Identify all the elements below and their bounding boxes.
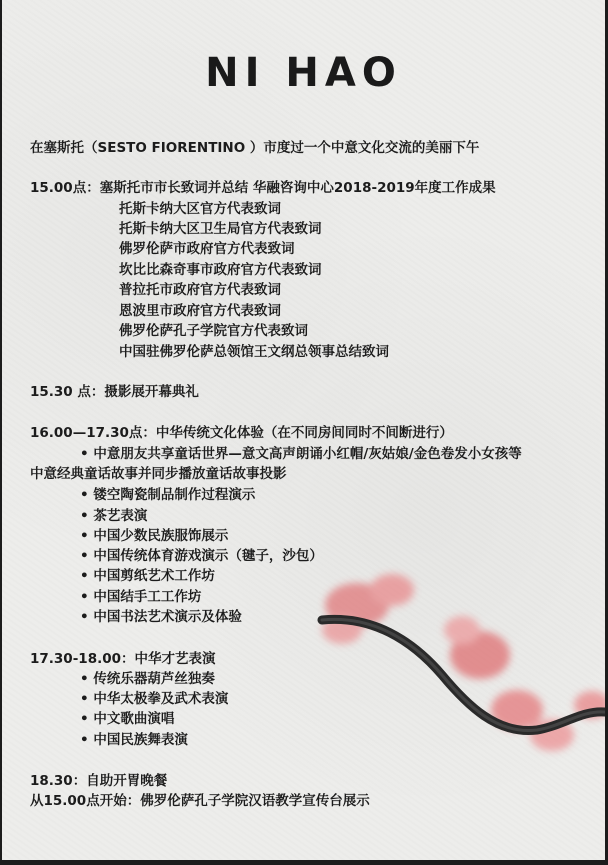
speech-item: 普拉托市政府官方代表致词 (119, 282, 281, 298)
speech-item: 中国驻佛罗伦萨总领馆王文纲总领事总结致词 (119, 344, 389, 360)
speech-item: 佛罗伦萨市政府官方代表致词 (119, 241, 295, 257)
subtitle: 在塞斯托（SESTO FIORENTINO ）市度过一个中意文化交流的美丽下午 (30, 140, 480, 156)
activity-item: • 中国书法艺术演示及体验 (80, 609, 242, 625)
activity-item: • 镂空陶瓷制品制作过程演示 (80, 487, 256, 503)
activity-item: • 中意朋友共享童话世界—意文高声朗诵小红帽/灰姑娘/金色卷发小女孩等 (80, 446, 522, 462)
activity-item: • 中国剪纸艺术工作坊 (80, 568, 215, 584)
dinner-line: 18.30：自助开胃晚餐 (30, 773, 168, 789)
speech-item: 恩波里市政府官方代表致词 (119, 303, 281, 319)
activity-item: • 中国结手工工作坊 (80, 589, 202, 605)
performance-item: • 中国民族舞表演 (80, 732, 188, 748)
exhibition-line: 从15.00点开始：佛罗伦萨孔子学院汉语教学宣传台展示 (30, 793, 370, 809)
page-title: NI HAO (205, 50, 402, 96)
schedule-16-00-heading: 16.00—17.30点：中华传统文化体验（在不同房间同时不间断进行） (30, 425, 453, 441)
performance-item: • 中文歌曲演唱 (80, 711, 175, 727)
activity-item: • 中国少数民族服饰展示 (80, 528, 229, 544)
flyer-page (2, 0, 605, 860)
speech-item: 佛罗伦萨孔子学院官方代表致词 (119, 323, 308, 339)
schedule-17-30-heading: 17.30-18.00：中华才艺表演 (30, 651, 216, 667)
activity-item: • 中国传统体育游戏演示（毽子，沙包） (80, 548, 323, 564)
speech-item: 坎比比森奇事市政府官方代表致词 (119, 262, 322, 278)
performance-item: • 传统乐器葫芦丝独奏 (80, 671, 215, 687)
speech-item: 托斯卡纳大区卫生局官方代表致词 (119, 221, 322, 237)
activity-item-continued: 中意经典童话故事并同步播放童话故事投影 (30, 466, 287, 482)
schedule-15-00-heading: 15.00点：塞斯托市市长致词并总结 华融咨询中心2018-2019年度工作成果 (30, 180, 496, 196)
schedule-15-30-heading: 15.30 点：摄影展开幕典礼 (30, 384, 199, 400)
activity-item: • 茶艺表演 (80, 508, 148, 524)
plum-blossom-branch-illustration (302, 560, 605, 760)
performance-item: • 中华太极拳及武术表演 (80, 691, 229, 707)
speech-item: 托斯卡纳大区官方代表致词 (119, 201, 281, 217)
